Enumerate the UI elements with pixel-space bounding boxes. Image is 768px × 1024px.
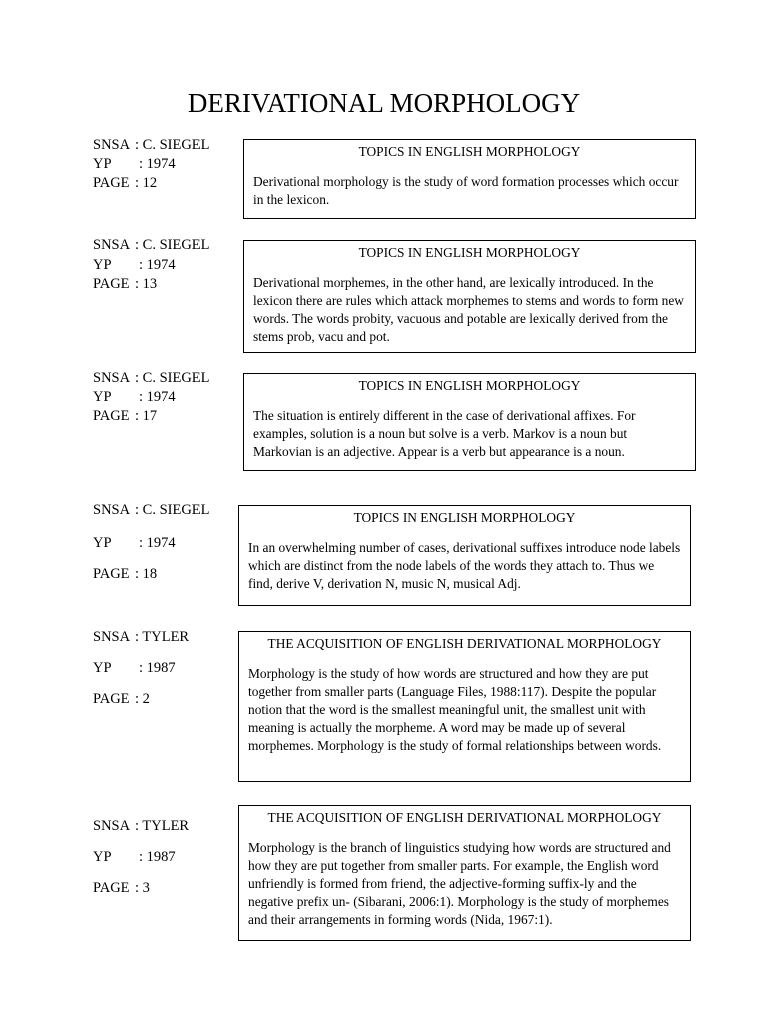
- quote-box-title: TOPICS IN ENGLISH MORPHOLOGY: [358, 144, 581, 159]
- page-row: [93, 407, 157, 426]
- quote-box: [243, 240, 696, 353]
- snsa-value: : C. SIEGEL: [135, 502, 210, 518]
- page-value: : 3: [135, 880, 150, 896]
- quote-box-title: THE ACQUISITION OF ENGLISH DERIVATIONAL MORPHOLOGY: [267, 636, 662, 651]
- yp-row: [93, 848, 176, 867]
- page-value: : 17: [135, 408, 158, 424]
- snsa-row: [93, 501, 210, 520]
- quote-box: [243, 373, 696, 471]
- snsa-label: SNSA: [93, 502, 131, 518]
- page-row: [93, 565, 157, 584]
- snsa-row: [93, 817, 189, 836]
- snsa-label: SNSA: [93, 370, 131, 386]
- snsa-row: [93, 369, 210, 388]
- page-label: PAGE: [93, 408, 130, 424]
- yp-value: : 1987: [139, 660, 176, 676]
- yp-label: YP: [93, 660, 112, 676]
- quote-box: [238, 805, 691, 941]
- quote-box-text: Morphology is the branch of linguistics studying how words are structured and how they are put together from smaller parts. For example, the English word unfriendly is formed from friend, the adjective-forming suffix-ly and the negative prefix un- (Sibarani, 2006:1). Morphology is the study of morphemes and their arrangements in forming words (Nida, 1967:1).: [248, 840, 671, 927]
- yp-row: [93, 534, 176, 553]
- page-value: : 18: [135, 566, 158, 582]
- quote-box-text: Morphology is the study of how words are structured and how they are put together from smaller parts (Language Files, 1988:117). Despite the popular notion that the word is the smallest meaningful unit, the smallest unit with meaning is actually the morpheme. A word may be made up of several morphemes. Morphology is the study of formal relationships between words.: [248, 666, 662, 753]
- yp-label: YP: [93, 257, 112, 273]
- yp-row: [93, 256, 176, 275]
- quote-box: [243, 139, 696, 219]
- page-row: [93, 174, 157, 193]
- yp-row: [93, 388, 176, 407]
- page-row: [93, 690, 150, 709]
- page-row: [93, 275, 157, 294]
- quote-box-title: TOPICS IN ENGLISH MORPHOLOGY: [353, 510, 576, 525]
- page-value: : 13: [135, 276, 158, 292]
- page-label: PAGE: [93, 566, 130, 582]
- yp-row: [93, 659, 176, 678]
- snsa-value: : C. SIEGEL: [135, 137, 210, 153]
- yp-label: YP: [93, 389, 112, 405]
- quote-box-title: THE ACQUISITION OF ENGLISH DERIVATIONAL MORPHOLOGY: [267, 810, 662, 825]
- snsa-row: [93, 628, 189, 647]
- page-row: [93, 879, 150, 898]
- yp-label: YP: [93, 535, 112, 551]
- quote-box: [238, 631, 691, 782]
- page-label: PAGE: [93, 276, 130, 292]
- quote-box: [238, 505, 691, 606]
- quote-box-text: The situation is entirely different in the case of derivational affixes. For examples, solution is a noun but solve is a verb. Markov is a noun but Markovian is an adjective. Appear is a verb but appearance is a noun.: [253, 408, 636, 459]
- page-value: : 12: [135, 175, 158, 191]
- snsa-label: SNSA: [93, 137, 131, 153]
- snsa-row: [93, 136, 210, 155]
- page-value: : 2: [135, 691, 150, 707]
- quote-box-text: In an overwhelming number of cases, derivational suffixes introduce node labels which are distinct from the node labels of the words they attach to. Thus we find, derive V, derivation N, music N, musical Adj.: [248, 540, 681, 591]
- quote-box-text: Derivational morphemes, in the other hand, are lexically introduced. In the lexicon there are rules which attack morphemes to stems and words to form new words. The words probity, vacuous and potable are lexically derived from the stems prob, vacu and pot.: [253, 275, 684, 344]
- yp-label: YP: [93, 849, 112, 865]
- yp-value: : 1974: [139, 389, 176, 405]
- yp-value: : 1974: [139, 257, 176, 273]
- snsa-label: SNSA: [93, 818, 131, 834]
- yp-value: : 1974: [139, 535, 176, 551]
- snsa-label: SNSA: [93, 629, 131, 645]
- page-label: PAGE: [93, 175, 130, 191]
- yp-label: YP: [93, 156, 112, 172]
- page-label: PAGE: [93, 691, 130, 707]
- quote-box-text: Derivational morphology is the study of word formation processes which occur in the lexicon.: [253, 174, 679, 207]
- quote-box-title: TOPICS IN ENGLISH MORPHOLOGY: [358, 378, 581, 393]
- snsa-value: : TYLER: [135, 818, 190, 834]
- snsa-label: SNSA: [93, 237, 131, 253]
- yp-value: : 1987: [139, 849, 176, 865]
- quote-box-title: TOPICS IN ENGLISH MORPHOLOGY: [358, 245, 581, 260]
- page-label: PAGE: [93, 880, 130, 896]
- snsa-row: [93, 236, 210, 255]
- document-title: DERIVATIONAL MORPHOLOGY: [187, 88, 581, 118]
- snsa-value: : TYLER: [135, 629, 190, 645]
- snsa-value: : C. SIEGEL: [135, 370, 210, 386]
- yp-row: [93, 155, 176, 174]
- yp-value: : 1974: [139, 156, 176, 172]
- snsa-value: : C. SIEGEL: [135, 237, 210, 253]
